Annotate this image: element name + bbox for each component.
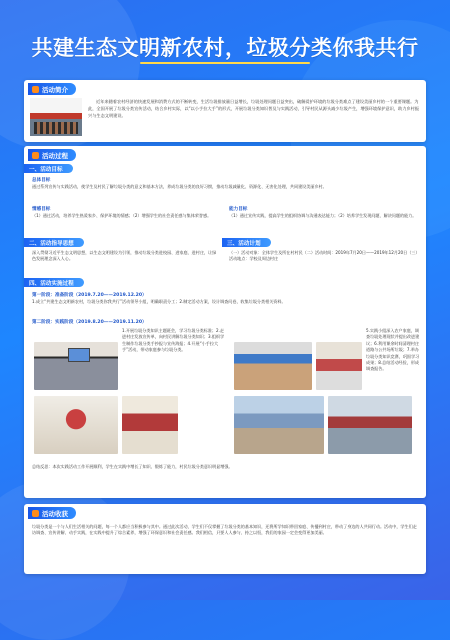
stage1-text: 1.成立“共建生态文明新农村，垃圾分类你我共行”活动领导小组，明确职责分工；2.制定活动方案，设计调查问卷，收集垃圾分类相关资料。 xyxy=(32,299,286,304)
section-header xyxy=(28,149,426,161)
activity-photo xyxy=(122,396,178,454)
activity-photo xyxy=(34,342,118,390)
section-title: 活动收获 xyxy=(42,509,68,518)
harvest-section xyxy=(24,504,426,574)
guide-text: 深入贯彻习近平生态文明思想，以生态文明建设为引领，推动垃圾分类进校园、进家庭、进村庄，让绿色发展理念深入人心。 xyxy=(32,250,217,262)
guide-subheading: 二、活动指导思想 xyxy=(24,238,84,247)
intro-section xyxy=(24,80,426,142)
stage2-text-right: 5.实践小组深入农户家庭，调查垃圾处理现状并提出改进建议；6.利用课余时间清理村庄道路与公共场所垃圾；7.举办垃圾分类知识竞赛，巩固学习成果；8.总结活动经验，形成调查报告。 xyxy=(366,328,420,372)
activity-photo xyxy=(234,396,324,454)
intro-text: 近年来随着农村经济的快速发展和消费方式的不断转变，生活垃圾排放量日益增长，垃圾处理问题日益突出，破解爱护环境的垃圾分类难点了建设美丽乡村的一个重要课题。为此，全国开展了垃圾分类宣传活动，结合乡村实际，以“以小手拉大手”的形式，开展垃圾分类知识普及与实践活动，引导村民从源头减少垃圾产生，增强环境保护意识，助力乡村振兴与生态文明建设。 xyxy=(88,99,419,118)
leaf-icon xyxy=(32,510,39,517)
leaf-icon xyxy=(32,86,39,93)
section-tag xyxy=(28,507,76,519)
leaf-icon xyxy=(32,152,39,159)
summary-text: 总结反思：本次实践活动工作开展顺利，学生在实践中增长了知识、锻炼了能力，村民垃圾分类意识明显增强。 xyxy=(32,464,233,469)
total-goal-text: 通过系列宣传与实践活动，使学生及村民了解垃圾分类的意义和基本方法，养成垃圾分类的良好习惯，推动垃圾减量化、资源化、无害化处理，共同建设美丽乡村。 xyxy=(32,184,327,189)
section-header xyxy=(28,507,426,519)
emotion-goal-label: 情感目标 xyxy=(32,207,51,212)
section-title: 活动过程 xyxy=(42,151,68,160)
section-title: 活动简介 xyxy=(42,85,68,94)
plan-text: （一）活动对象：全体学生及所在村村民（二）活动时间：2019年7月20日——2019年12月20日（三）活动地点：学校及周边村庄 xyxy=(229,250,418,262)
emotion-goal-text: （1）通过活动，培养学生热爱家乡、保护环境的情感；（2）增强学生的社会责任感与集体荣誉感。 xyxy=(32,213,212,218)
ability-goal-label: 能力目标 xyxy=(229,207,248,212)
activity-photo xyxy=(234,342,312,390)
page-title: 共建生态文明新农村，垃圾分类你我共行 xyxy=(31,36,419,60)
intro-photo xyxy=(30,98,82,136)
stage1-label: 第一阶段：准备阶段（2019.7.20——2019.12.20） xyxy=(32,293,147,298)
implement-subheading: 四、活动实施过程 xyxy=(24,278,84,287)
activity-photo xyxy=(34,396,118,454)
section-tag xyxy=(28,149,76,161)
activity-photo xyxy=(316,342,362,390)
total-goal-label: 总体目标 xyxy=(32,178,51,183)
activity-photo xyxy=(328,396,412,454)
ability-goal-text: （1）通过宣传实践，提高学生的组织协调与沟通表达能力；（2）培养学生发现问题、解决问题的能力。 xyxy=(229,213,417,218)
goal-subheading: 一、活动目标 xyxy=(24,164,73,173)
section-tag xyxy=(28,83,76,95)
section-header xyxy=(28,83,426,95)
process-section xyxy=(24,146,426,498)
plan-subheading: 三、活动计划 xyxy=(222,238,271,247)
harvest-text: 垃圾分类是一个与人们生活相关的问题，每一个人都应当积极参与其中。通过此次活动，学生们不仅掌握了垃圾分类的基本知识，还将所学知识带回家庭、传播到村庄，带动了身边的人共同行动。活动中，学生们走访调查、宣传讲解、动手实践，在实践中提升了综合素养，增强了环保意识和社会责任感。我们相信，只要人人参与、持之以恒，我们的家园一定会变得更加美丽。 xyxy=(32,524,417,536)
title-underline xyxy=(140,62,310,64)
stage2-label: 第二阶段：实践阶段（2019.8.20——2019.11.20） xyxy=(32,320,147,325)
stage2-text-left: 1.开展垃圾分类知识主题班会，学习垃圾分类标准；2.走进村庄发放宣传单，向村民讲解垃圾分类知识；3.组织学生制作垃圾分类手抄报与宣传海报；4.开展“小手拉大手”活动，带动家庭参与垃圾分类。 xyxy=(122,328,225,353)
